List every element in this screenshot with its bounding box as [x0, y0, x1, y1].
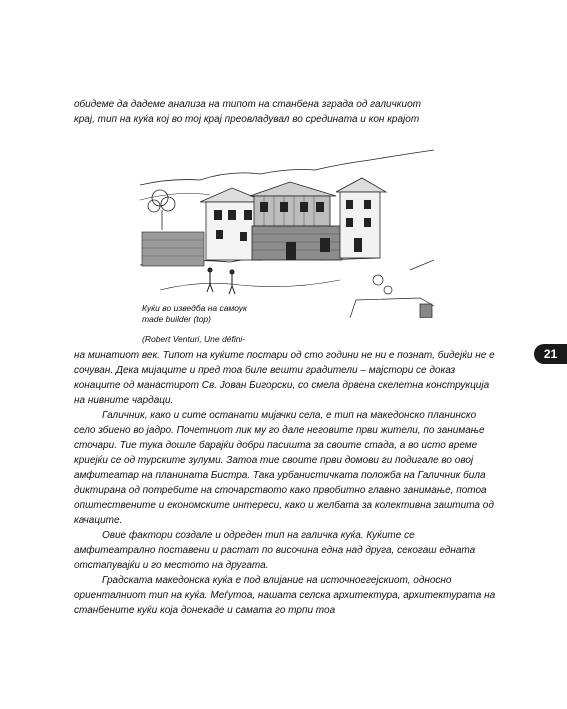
page-number-tab: 21: [534, 344, 567, 364]
figure-caption: [142, 303, 312, 325]
intro-line: крај, тип на куќа кој во тој крај преовладувал во средината и кон крајот: [74, 114, 420, 125]
caption-line: made builder (top): [142, 314, 211, 324]
body-text: [74, 348, 498, 618]
figure-reference: (Robert Venturi, Une défini-: [142, 334, 246, 344]
house-sketch-figure: [140, 140, 434, 318]
intro-paragraph: [74, 97, 498, 127]
body-paragraph: Овие фактори создале и одреден тип на галичка куќа. Куќите се амфитеатрално поставени и растат по височина една над друга, секогаш едната отстапувајќи и го местото на другата.: [74, 530, 476, 571]
intro-line: обидеме да дадеме анализа на типот на станбена зграда од галичкиот: [74, 99, 421, 110]
body-paragraph: на минатиот век. Типот на куќите постари од сто години не ни е познат, бидејќи не е сочуван. Дека мијаците и пред тоа биле вешти градители – мајстори се доказ конаците од манастирот Св. Јован Бигорски, со смела дрвена скелетна конструкција на нивните чардаци.: [74, 350, 495, 406]
body-paragraph: Галичник, како и сите останати мијачки села, е тип на македонско планинско село збиено во јадро. Почетниот лик му го дале неговите први жители, по занимање сточари. Тие тука дошле барајќи добри пасишта за своите стада, а во исто време криејќи се од турските зулуми. Затоа тие своите први домови ги подигале во овој амфитеатар на планината Бистра. Така урбанистичката положба на Галичник била диктирана од потребите на сточарството како првобитно главно занимање, потоа општествените и економските интереси, како и желбата за колективна заштита од качаците.: [74, 410, 494, 526]
caption-line: Куќи во изведба на самоук: [142, 303, 248, 313]
body-paragraph: Градската македонска куќа е под влијание на источноегејскиот, односно ориенталниот тип на куќа. Меѓутоа, нашата селска архитектура, архитектурата на станбените куќи која донекаде и самата го трпи тоа: [74, 575, 496, 616]
